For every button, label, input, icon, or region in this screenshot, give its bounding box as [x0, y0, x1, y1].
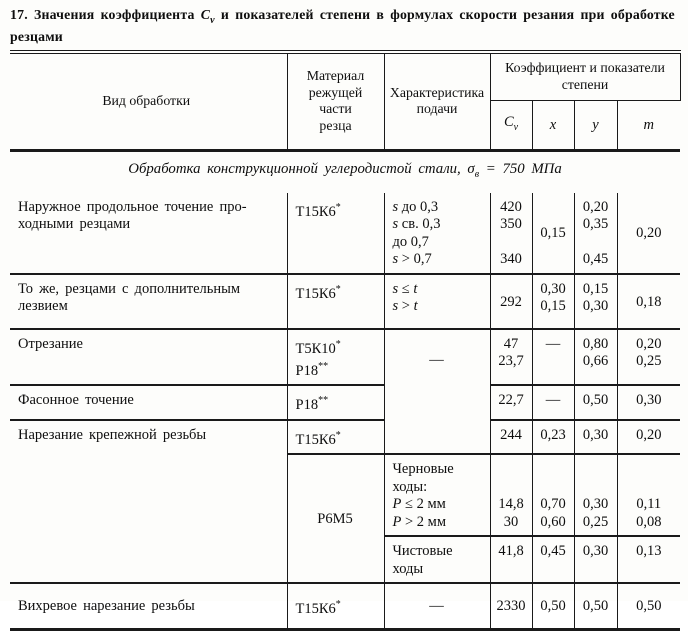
header-row — [10, 52, 680, 101]
table-cell: Чистовые ходы — [384, 536, 490, 583]
table-cell: 0,20 0,25 — [617, 329, 680, 386]
table-cell: 0,80 0,66 — [574, 329, 617, 386]
table-cell: 14,8 30 — [490, 454, 532, 536]
table-cell: 0,50 — [617, 583, 680, 629]
table-title: 17. Значения коэффициента $C_v$ и показателей степени в формулах скорости резания при обработке резцами — [10, 7, 675, 44]
header-cell: Вид обработки — [10, 52, 287, 151]
header-cell: Материал режущей части резца — [287, 52, 384, 151]
table-cell: Т5К10* Р18** — [287, 329, 384, 386]
table-cell: 0,20 — [617, 193, 680, 274]
table-cell: 0,20 0,35 0,45 — [574, 193, 617, 274]
table-cell: То же, резцами с дополнительным лезвием — [10, 274, 287, 329]
table-cell: 0,30 — [617, 385, 680, 419]
table-cell: Т15К6* — [287, 583, 384, 629]
header-cell: $C_v$ — [490, 100, 532, 150]
table-cell: Отрезание — [10, 329, 287, 386]
table-cell: 0,20 — [617, 420, 680, 454]
table-cell: Нарезание крепежной резьбы — [10, 420, 287, 583]
table-row — [10, 329, 680, 386]
header-group-cell: Коэффициент и показатели степени — [490, 52, 680, 101]
table-cell: 0,18 — [617, 274, 680, 329]
table-cell: 0,50 — [574, 385, 617, 419]
table-cell: 0,30 — [574, 536, 617, 583]
table-cell: 0,45 — [532, 536, 574, 583]
table-cell: Фасонное точение — [10, 385, 287, 419]
table-cell: 0,50 — [532, 583, 574, 629]
table-cell: s ≤ t s > t — [384, 274, 490, 329]
table-row — [10, 193, 680, 274]
table-cell: 0,30 0,25 — [574, 454, 617, 536]
table-cell: 0,11 0,08 — [617, 454, 680, 536]
table-cell: 0,30 0,15 — [532, 274, 574, 329]
table-cell: Вихревое нарезание резьбы — [10, 583, 287, 629]
table-cell: — — [384, 329, 490, 454]
table-cell: — — [532, 329, 574, 386]
header-cell: x — [532, 100, 574, 150]
table-cell: 41,8 — [490, 536, 532, 583]
table-cell: 0,15 0,30 — [574, 274, 617, 329]
table-cell: 420 350 340 — [490, 193, 532, 274]
table-cell: 244 — [490, 420, 532, 454]
table-cell: 0,50 — [574, 583, 617, 629]
table-row — [10, 583, 680, 629]
table-row — [10, 385, 680, 419]
table-cell: 0,23 — [532, 420, 574, 454]
header-cell: y — [574, 100, 617, 150]
table-cell: Т15К6* — [287, 420, 384, 454]
table-cell: 22,7 — [490, 385, 532, 419]
table-cell: 2330 — [490, 583, 532, 629]
header-cell: m — [617, 100, 680, 150]
table-cell: Т15К6* — [287, 193, 384, 274]
table-cell: Т15К6* — [287, 274, 384, 329]
table-cell: 0,30 — [574, 420, 617, 454]
table-cell: s до 0,3 s св. 0,3 до 0,7 s > 0,7 — [384, 193, 490, 274]
table-cell: Р18** — [287, 385, 384, 419]
table-cell: Черновые ходы: P ≤ 2 мм P > 2 мм — [384, 454, 490, 536]
table-cell: — — [532, 385, 574, 419]
table-cell: Наружное продольное точение про- ходными резцами — [10, 193, 287, 274]
table-cell: 47 23,7 — [490, 329, 532, 386]
table-cell: 0,70 0,60 — [532, 454, 574, 536]
header-cell: Характеристика подачи — [384, 52, 490, 151]
section-heading: Обработка конструкционной углеродистой стали, $\sigma_в = 750$ МПа — [10, 150, 680, 193]
table-row — [10, 420, 680, 454]
table-cell: 292 — [490, 274, 532, 329]
table-cell: — — [384, 583, 490, 629]
coefficients-table — [10, 50, 681, 631]
table-row — [10, 274, 680, 329]
table-cell: 0,13 — [617, 536, 680, 583]
table-cell: 0,15 — [532, 193, 574, 274]
table-cell: Р6М5 — [287, 454, 384, 583]
section-row — [10, 150, 680, 193]
